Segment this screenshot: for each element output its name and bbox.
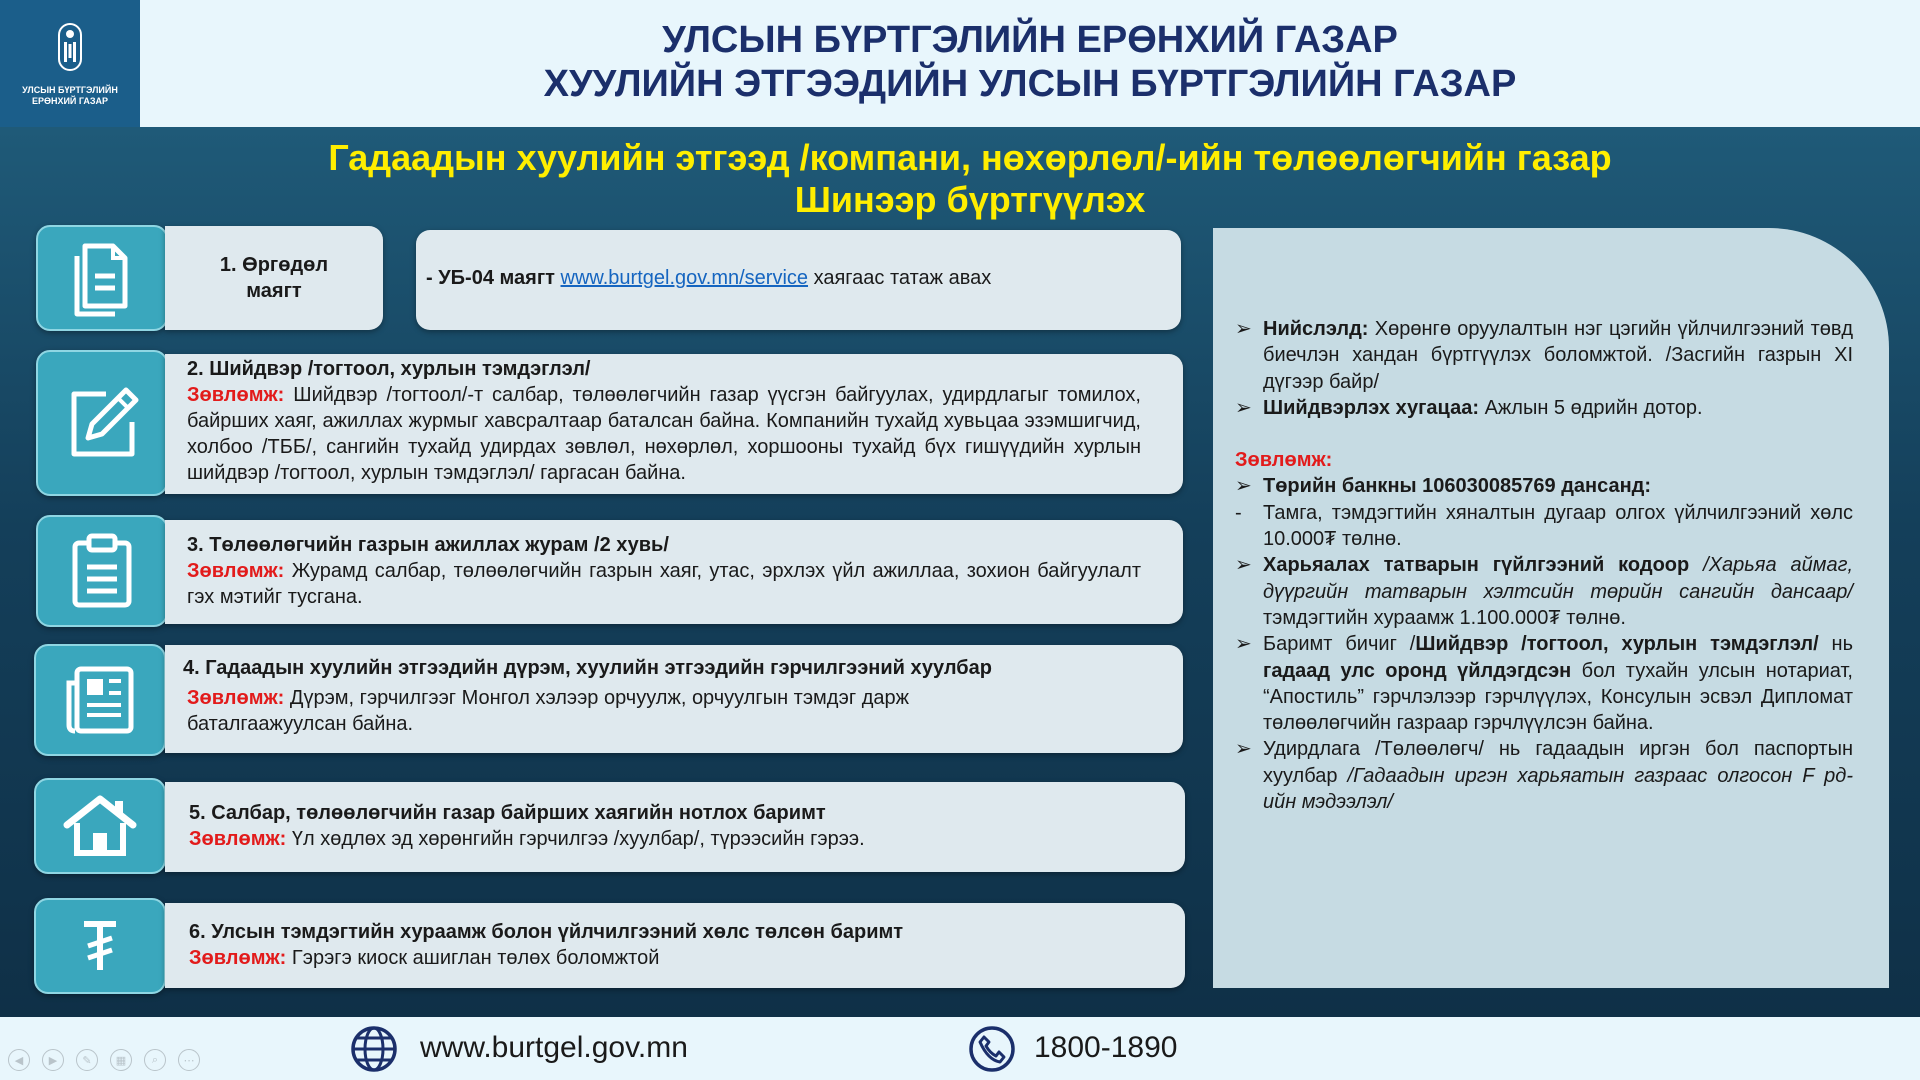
arrow-bullet-icon: ➢ [1235, 554, 1252, 577]
step-5-title: 5. Салбар, төлөөлөгчийн газар байрших хаягийн нотлох баримт [189, 802, 826, 824]
doc-mid: нь [1831, 633, 1853, 656]
mgmt-text: Удирдлага /Төлөөлөгч/ нь гадаадын иргэн бол паспортын хуулбар [1263, 738, 1853, 787]
zoom-icon[interactable]: ⌕ [144, 1049, 166, 1071]
slides-icon[interactable]: ▦ [110, 1049, 132, 1071]
step-4-card [165, 645, 1183, 753]
subtitle-line1: Гадаадын хуулийн этгээд /компани, нөхөрлөл/-ийн төлөөлөгчийн газар [328, 137, 1612, 178]
step-2-title: 2. Шийдвэр /тогтоол, хурлын тэмдэглэл/ [187, 358, 591, 380]
step-6-card [165, 903, 1185, 988]
step-4-icon-box [34, 644, 166, 756]
title-line2: ХУУЛИЙН ЭТГЭЭДИЙН УЛСЫН БҮРТГЭЛИЙН ГАЗАР [543, 63, 1517, 105]
stamp-fee-text: Тамга, тэмдэгтийн хяналтын дугаар олгох үйлчилгээний хөлс 10.000₮ төлнө. [1263, 501, 1853, 551]
step-1-detail-suffix: хаягаас татаж авах [813, 267, 992, 289]
step-3-advice: Журамд салбар, төлөөлөгчийн газрын хаяг, утас, эрхлэх үйл ажиллаа, зохион байгуулалт гэх мэтийг тусгана. [187, 560, 1141, 608]
doc-text: бол тухайн улсын нотариат, “Апостиль” гэрчлэлээр гэрчлүүлэх, Консулын эсвэл Дипломат төлөөлөгчийн газраар гэрчлүүлсэн байна. [1263, 659, 1853, 735]
bank-info [1235, 473, 1853, 499]
step-1-detail-card [416, 230, 1181, 330]
pen-icon[interactable]: ✎ [76, 1049, 98, 1071]
tax-label: Харьяалах татварын гүйлгээний кодоор [1263, 554, 1690, 577]
doc-bold2: гадаад улс оронд үйлдэгдсэн [1263, 659, 1572, 682]
step-1-form-name: - УБ-04 маягт [426, 267, 555, 289]
deadline-info [1235, 395, 1853, 421]
clipboard-icon [67, 531, 137, 611]
deadline-text: Ажлын 5 өдрийн дотор. [1484, 396, 1703, 419]
info-panel [1213, 228, 1889, 988]
management-info [1235, 736, 1853, 815]
next-slide-icon[interactable]: ▶ [42, 1049, 64, 1071]
home-icon [63, 795, 137, 857]
step-4-title: 4. Гадаадын хуулийн этгээдийн дүрэм, хуулийн этгээдийн гэрчилгээний хуулбар [183, 657, 992, 679]
document-icon [67, 238, 137, 318]
step-3-icon-box [36, 515, 168, 627]
logo-text-line2: ЕРӨНХИЙ ГАЗАР [31, 96, 109, 106]
deadline-label: Шийдвэрлэх хугацаа: [1263, 396, 1479, 419]
page-title [140, 18, 1920, 106]
footer [0, 1017, 1920, 1080]
arrow-bullet-icon: ➢ [1235, 396, 1252, 419]
step-2-icon-box [36, 350, 168, 496]
step-2-card [165, 354, 1183, 494]
step-3-card [165, 520, 1183, 624]
subtitle [120, 137, 1820, 221]
phone-icon [968, 1025, 1016, 1073]
tax-info [1235, 552, 1853, 631]
capital-info [1235, 316, 1853, 395]
capital-text: Хөрөнгө оруулалтын нэг цэгийн үйлчилгээний төвд биечлэн хандан бүртгүүлэх боломжтой. /Засгийн газрын XI дүгээр байр/ [1263, 318, 1853, 393]
service-link[interactable]: www.burtgel.gov.mn/service [560, 267, 809, 289]
step-2-advice: Шийдвэр /тогтоол/-т салбар, төлөөлөгчийн газар үүсгэн байгуулах, удирдлагыг томилох, байрших хаяг, ажиллах журмыг хавсралтаар баталсан байна. Компанийн тухайд хувьцаа эзэмшигчид, холбоо /ТББ/, сангийн тухайд удирдах зөвлөл, нөхөрлөл, хоршооны тухайд бүх гишүүдийн хурлын шийдвэр /тогтоол, хурлын тэмдэглэл/ гаргасан байна. [187, 384, 1141, 484]
emblem-icon [55, 18, 85, 76]
tax-text: тэмдэгтийн хураамж 1.100.000₮ төлнө. [1263, 606, 1626, 629]
doc-bold1: Шийдвэр /тогтоол, хурлын тэмдэглэл/ [1415, 633, 1819, 656]
prev-slide-icon[interactable]: ◀ [8, 1049, 30, 1071]
dash-bullet: - [1235, 501, 1242, 524]
logo-text-line1: УЛСЫН БҮРТГЭЛИЙН [22, 85, 118, 95]
newspaper-icon [63, 663, 137, 737]
step-3-title: 3. Төлөөлөгчийн газрын ажиллах журам /2 хувь/ [187, 534, 669, 556]
phone-number[interactable]: 1800-1890 [1034, 1031, 1178, 1064]
more-options-icon[interactable]: ⋯ [178, 1049, 200, 1071]
step-1-title: 1. Өргөдөл маягт [219, 254, 329, 302]
step-6-title: 6. Улсын тэмдэгтийн хураамж болон үйлчилгээний хөлс төлсөн баримт [189, 921, 904, 943]
header [0, 0, 1920, 127]
step-1-icon-box [36, 225, 168, 331]
globe-icon [350, 1025, 398, 1073]
step-6-icon-box [34, 898, 166, 994]
arrow-bullet-icon: ➢ [1235, 633, 1252, 656]
website-link[interactable]: www.burtgel.gov.mn [420, 1031, 688, 1064]
step-5-card [165, 782, 1185, 872]
pencil-edit-icon [62, 382, 142, 464]
mgmt-italic: /Гадаадын иргэн харьяатын газраас олгосон F рд-ийн мэдээлэл/ [1263, 764, 1853, 814]
stamp-fee-info [1235, 500, 1853, 553]
arrow-bullet-icon: ➢ [1235, 738, 1252, 761]
arrow-bullet-icon: ➢ [1235, 318, 1252, 340]
step-4-advice-label: Зөвлөмж: [187, 687, 285, 709]
advice-heading: Зөвлөмж: [1235, 449, 1333, 472]
step-4-advice: Дүрэм, гэрчилгээг Монгол хэлээр орчуулж, орчуулгын тэмдэг дарж баталгаажуулсан байна. [187, 687, 910, 735]
title-line1: УЛСЫН БҮРТГЭЛИЙН ЕРӨНХИЙ ГАЗАР [662, 19, 1398, 61]
step-5-advice: Үл хөдлөх эд хөрөнгийн гэрчилгээ /хуулбар/, түрээсийн гэрээ. [291, 828, 865, 850]
subtitle-line2: Шинээр бүртгүүлэх [794, 179, 1146, 220]
step-2-advice-label: Зөвлөмж: [187, 384, 285, 406]
step-6-advice-label: Зөвлөмж: [189, 947, 287, 969]
step-1-title-card [165, 226, 383, 330]
tugrik-icon [80, 918, 120, 974]
logo [0, 0, 140, 127]
step-3-advice-label: Зөвлөмж: [187, 560, 285, 582]
tax-italic: /Харьяа аймаг, дүүргийн татварын хэлтсийн төрийн сангийн дансаар/ [1263, 554, 1853, 603]
step-6-advice: Гэрэгэ киоск ашиглан төлөх боломжтой [291, 947, 660, 969]
step-5-advice-label: Зөвлөмж: [189, 828, 287, 850]
doc-pre: Баримт бичиг / [1263, 633, 1416, 656]
step-5-icon-box [34, 778, 166, 874]
arrow-bullet-icon: ➢ [1235, 475, 1252, 498]
capital-label: Нийслэлд: [1263, 318, 1369, 340]
document-info [1235, 631, 1853, 736]
bank-line: Төрийн банкны 106030085769 дансанд: [1263, 475, 1652, 498]
